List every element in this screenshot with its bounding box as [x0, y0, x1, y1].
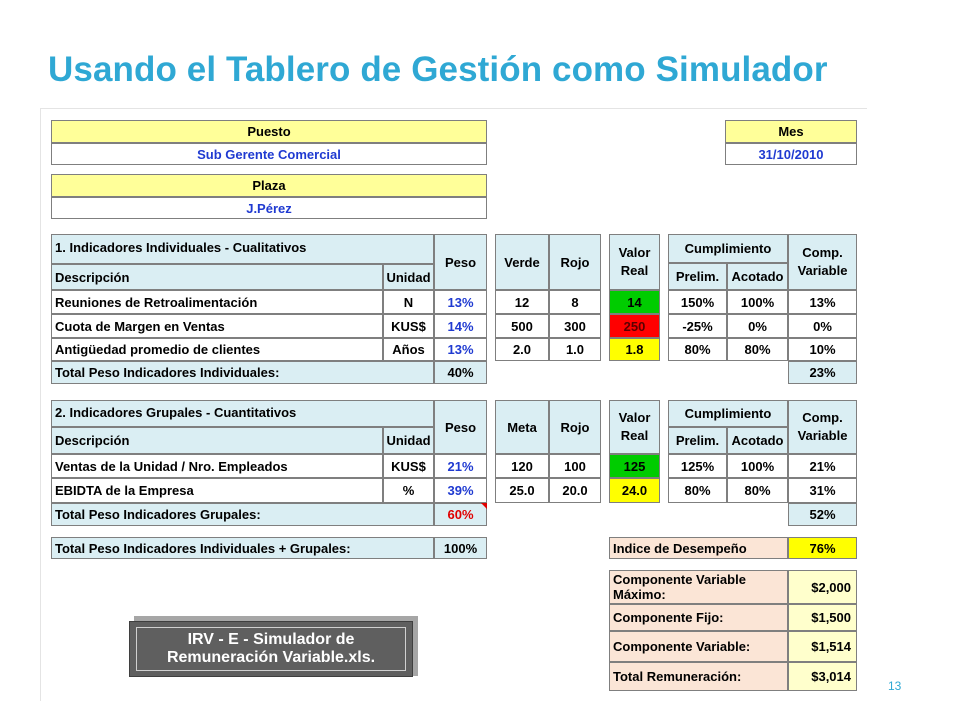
- mes-value: 31/10/2010: [725, 143, 857, 165]
- individual-rojo-header: Rojo: [549, 234, 601, 290]
- mes-header: Mes: [725, 120, 857, 143]
- grupal-meta-header: Meta: [495, 400, 549, 454]
- rem-variable-value: $1,514: [788, 631, 857, 662]
- ind-row2-rojo[interactable]: 300: [549, 314, 601, 338]
- ind-row2-peso[interactable]: 14%: [434, 314, 487, 338]
- ind-row1-real[interactable]: 14: [609, 290, 660, 314]
- ind-row3-desc: Antigüedad promedio de clientes: [51, 338, 383, 361]
- indice-value: 76%: [788, 537, 857, 559]
- ind-total-comp: 23%: [788, 361, 857, 384]
- slide-number: 13: [888, 679, 902, 693]
- puesto-header: Puesto: [51, 120, 487, 143]
- comp-label: Comp.: [802, 245, 843, 260]
- ind-row3-real[interactable]: 1.8: [609, 338, 660, 361]
- simulator-file-button-label: IRV - E - Simulador de Remuneración Variable.xls.: [136, 627, 406, 671]
- ind-row1-verde[interactable]: 12: [495, 290, 549, 314]
- individual-cumplimiento-header: Cumplimiento: [668, 234, 788, 263]
- ind-row1-comp: 13%: [788, 290, 857, 314]
- individual-acotado-header: Acotado: [727, 263, 788, 290]
- grp-row2-meta[interactable]: 25.0: [495, 478, 549, 503]
- ind-row3-prelim: 80%: [668, 338, 727, 361]
- ind-row2-desc: Cuota de Margen en Ventas: [51, 314, 383, 338]
- grupal-valor-real-header: [609, 400, 660, 454]
- grp-row2-real[interactable]: 24.0: [609, 478, 660, 503]
- grp-row2-desc: EBIDTA de la Empresa: [51, 478, 383, 503]
- grupal-acotado-header: Acotado: [727, 427, 788, 454]
- individual-section-title: 1. Indicadores Individuales - Cualitativos: [51, 234, 434, 264]
- simulator-file-button[interactable]: [129, 621, 413, 677]
- real-label: Real: [620, 263, 649, 278]
- grp-total-peso: 60%: [434, 503, 487, 526]
- rem-variable-max-label: Componente Variable Máximo:: [609, 570, 788, 604]
- ind-row1-acotado: 100%: [727, 290, 788, 314]
- ind-row3-acotado: 80%: [727, 338, 788, 361]
- grand-total-value: 100%: [434, 537, 487, 559]
- ind-row2-unit: KUS$: [383, 314, 434, 338]
- grupal-unit-header: Unidad: [383, 427, 434, 454]
- grp-total-label: Total Peso Indicadores Grupales:: [51, 503, 434, 526]
- ind-total-label: Total Peso Indicadores Individuales:: [51, 361, 434, 384]
- ind-row3-peso[interactable]: 13%: [434, 338, 487, 361]
- grp-row2-acotado: 80%: [727, 478, 788, 503]
- grp-row1-desc: Ventas de la Unidad / Nro. Empleados: [51, 454, 383, 478]
- plaza-value: J.Pérez: [51, 197, 487, 219]
- ind-total-peso: 40%: [434, 361, 487, 384]
- puesto-value: Sub Gerente Comercial: [51, 143, 487, 165]
- ind-row2-verde[interactable]: 500: [495, 314, 549, 338]
- real-label: Real: [620, 428, 649, 443]
- grupal-rojo-header: Rojo: [549, 400, 601, 454]
- rem-variable-max-value: $2,000: [788, 570, 857, 604]
- individual-verde-header: Verde: [495, 234, 549, 290]
- rem-total-value: $3,014: [788, 662, 857, 691]
- grupal-prelim-header: Prelim.: [668, 427, 727, 454]
- grp-row2-prelim: 80%: [668, 478, 727, 503]
- rem-variable-label: Componente Variable:: [609, 631, 788, 662]
- grp-row1-peso[interactable]: 21%: [434, 454, 487, 478]
- individual-unit-header: Unidad: [383, 264, 434, 290]
- grp-row1-meta[interactable]: 120: [495, 454, 549, 478]
- ind-row3-unit: Años: [383, 338, 434, 361]
- grp-row2-unit: %: [383, 478, 434, 503]
- ind-row3-verde[interactable]: 2.0: [495, 338, 549, 361]
- grp-row1-comp: 21%: [788, 454, 857, 478]
- comp-label: Comp.: [802, 410, 843, 425]
- comment-indicator-icon[interactable]: [481, 503, 487, 509]
- individual-valor-real-header: [609, 234, 660, 290]
- grupal-peso-header: Peso: [434, 400, 487, 454]
- rem-fijo-label: Componente Fijo:: [609, 604, 788, 631]
- individual-comp-variable-header: [788, 234, 857, 290]
- ind-row2-acotado: 0%: [727, 314, 788, 338]
- grupal-section-title: 2. Indicadores Grupales - Cuantitativos: [51, 400, 434, 427]
- grp-row1-rojo[interactable]: 100: [549, 454, 601, 478]
- indice-label: Indice de Desempeño: [609, 537, 788, 559]
- grp-row2-rojo[interactable]: 20.0: [549, 478, 601, 503]
- grupal-comp-variable-header: [788, 400, 857, 454]
- individual-prelim-header: Prelim.: [668, 263, 727, 290]
- ind-row2-real[interactable]: 250: [609, 314, 660, 338]
- ind-row3-rojo[interactable]: 1.0: [549, 338, 601, 361]
- grand-total-label: Total Peso Indicadores Individuales + Grupales:: [51, 537, 434, 559]
- grp-row1-acotado: 100%: [727, 454, 788, 478]
- variable-label: Variable: [797, 428, 848, 443]
- ind-row2-comp: 0%: [788, 314, 857, 338]
- rem-fijo-value: $1,500: [788, 604, 857, 631]
- ind-row2-prelim: -25%: [668, 314, 727, 338]
- individual-peso-header: Peso: [434, 234, 487, 290]
- grupal-cumplimiento-header: Cumplimiento: [668, 400, 788, 427]
- individual-desc-header: Descripción: [51, 264, 383, 290]
- ind-row1-rojo[interactable]: 8: [549, 290, 601, 314]
- valor-label: Valor: [618, 245, 651, 260]
- valor-label: Valor: [618, 410, 651, 425]
- variable-label: Variable: [797, 263, 848, 278]
- plaza-header: Plaza: [51, 174, 487, 197]
- grp-total-comp: 52%: [788, 503, 857, 526]
- ind-row1-unit: N: [383, 290, 434, 314]
- slide-title: Usando el Tablero de Gestión como Simulador: [48, 50, 828, 89]
- ind-row1-peso[interactable]: 13%: [434, 290, 487, 314]
- grupal-desc-header: Descripción: [51, 427, 383, 454]
- ind-row1-prelim: 150%: [668, 290, 727, 314]
- grp-row1-unit: KUS$: [383, 454, 434, 478]
- grp-row1-real[interactable]: 125: [609, 454, 660, 478]
- rem-total-label: Total Remuneración:: [609, 662, 788, 691]
- grp-row2-comp: 31%: [788, 478, 857, 503]
- ind-row1-desc: Reuniones de Retroalimentación: [51, 290, 383, 314]
- grp-row2-peso[interactable]: 39%: [434, 478, 487, 503]
- grp-row1-prelim: 125%: [668, 454, 727, 478]
- ind-row3-comp: 10%: [788, 338, 857, 361]
